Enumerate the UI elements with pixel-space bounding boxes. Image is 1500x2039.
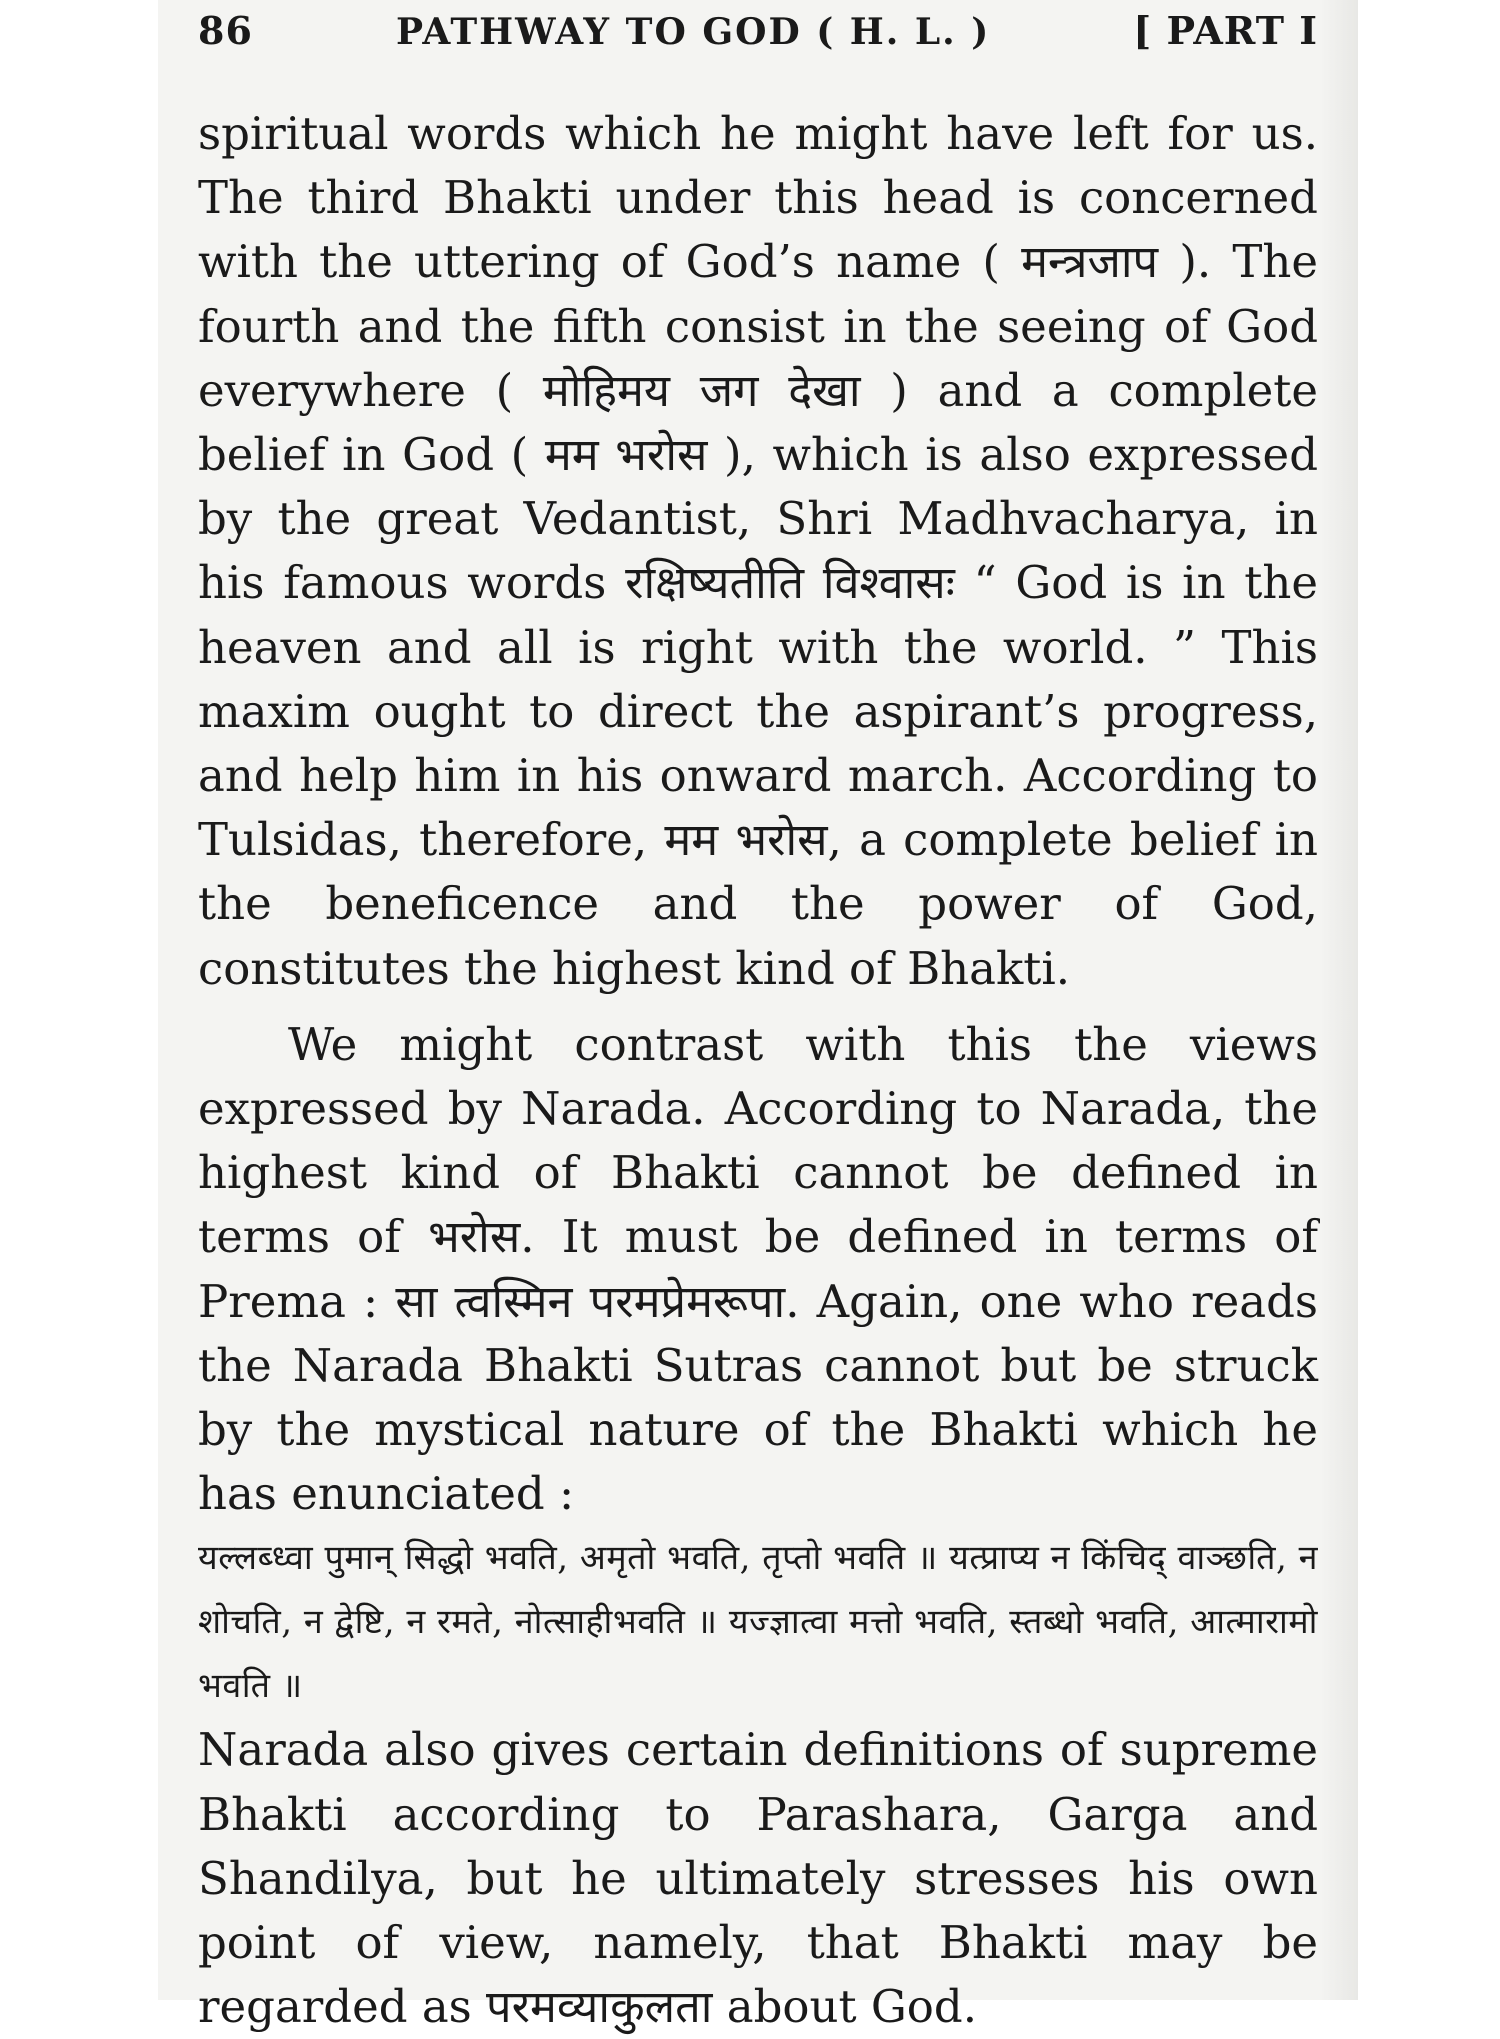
sanskrit-quotation: यल्लब्ध्वा पुमान् सिद्धो भवति, अमृतो भवति, तृप्तो भवति ॥ यत्प्राप्य न किंचिद् वाञ्छति, न शोचति, न द्वेष्टि, न रमते, नोत्साहीभवति ॥ यज्ज्ञात्वा मत्तो भवति, स्तब्धो भवति, आत्मारामो भवति ॥	[198, 1538, 1318, 1707]
page-content	[198, 8, 1318, 2039]
paragraph-2: We might contrast with this the views expressed by Narada. According to Narada, the highest kind of Bhakti cannot be defined in terms of भरोस. It must be defined in terms of Prema : सा त्वस्मिन परमप्रेमरूपा. Again, one who reads the Narada Bhakti Sutras cannot but be struck by the mystical nature of the Bhakti which he has enunciated :	[198, 1017, 1318, 1521]
part-label: [ PART I	[1133, 8, 1318, 53]
paragraph-3: Narada also gives certain definitions of supreme Bhakti according to Parashara, Garga and Shandilya, but he ultimately stresses his own point of view, namely, that Bhakti may be regarded as परमव्याकुलता about God.	[198, 1723, 1318, 2034]
page-number: 86	[198, 8, 253, 53]
book-page	[158, 0, 1358, 2034]
running-title: PATHWAY TO GOD ( H. L. )	[395, 11, 991, 53]
running-header	[198, 8, 1318, 64]
body-text	[198, 102, 1318, 2039]
paragraph-1: spiritual words which he might have left for us. The third Bhakti under this head is concerned with the uttering of God’s name ( मन्त्रजाप ). The fourth and the fifth consist in the seeing of God everywhere ( मोहिमय जग देखा ) and a complete belief in God ( मम भरोस ), which is also expressed by the great Vedantist, Shri Madhvacharya, in his famous words रक्षिष्यतीति विश्वासः “ God is in the heaven and all is right with the world. ” This maxim ought to direct the aspirant’s progress, and help him in his onward march. According to Tulsidas, therefore, मम भरोस, a complete belief in the beneficence and the power of God, constitutes the highest kind of Bhakti.	[198, 107, 1318, 995]
